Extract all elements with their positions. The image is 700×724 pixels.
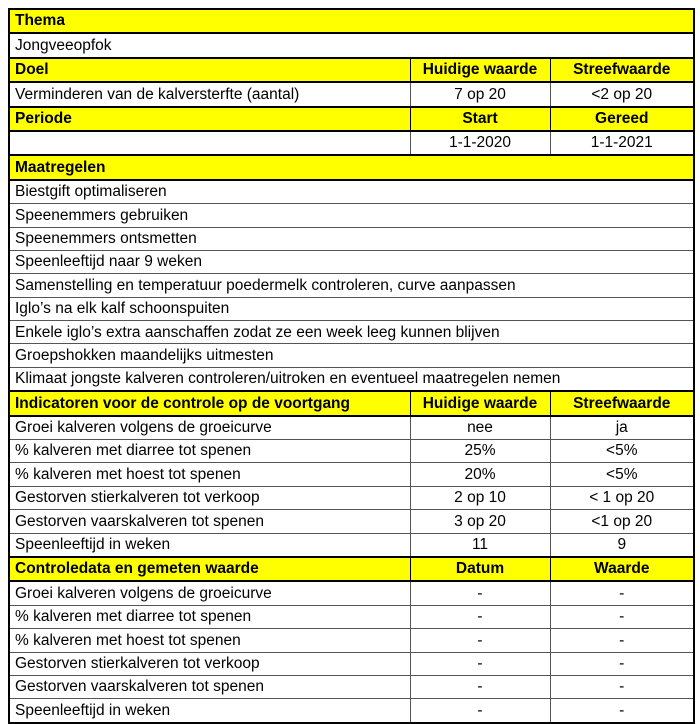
controledata-value-cell: - xyxy=(550,581,694,605)
indicatoren-header-cell: Indicatoren voor de controle op de voortgang xyxy=(9,391,410,415)
doel-col-target-header: Streefwaarde xyxy=(550,58,694,82)
maatregel-cell: Enkele iglo’s extra aanschaffen zodat ze een week leeg kunnen blijven xyxy=(9,321,694,344)
controledata-value-cell: - xyxy=(550,675,694,698)
controledata-value-cell: - xyxy=(550,605,694,628)
maatregel-cell: Klimaat jongste kalveren controleren/uitroken en eventueel maatregelen nemen xyxy=(9,367,694,391)
indicator-row xyxy=(9,463,694,486)
controledata-col-value-header: Waarde xyxy=(550,557,694,581)
controledata-label-cell: Gestorven vaarskalveren tot spenen xyxy=(9,675,410,698)
indicator-label-cell: Gestorven stierkalveren tot verkoop xyxy=(9,486,410,509)
controledata-col-date-header: Datum xyxy=(410,557,550,581)
maatregel-row xyxy=(9,180,694,204)
thema-header-cell: Thema xyxy=(9,9,694,33)
indicatoren-header-row xyxy=(9,391,694,415)
doel-value-row xyxy=(9,82,694,106)
maatregel-row xyxy=(9,321,694,344)
periode-value-row xyxy=(9,131,694,155)
controledata-row xyxy=(9,581,694,605)
thema-value-cell: Jongveeopfok xyxy=(9,33,694,57)
indicator-target-cell: < 1 op 20 xyxy=(550,486,694,509)
maatregel-row xyxy=(9,344,694,367)
controledata-header-cell: Controledata en gemeten waarde xyxy=(9,557,410,581)
controledata-row xyxy=(9,699,694,723)
maatregel-cell: Samenstelling en temperatuur poedermelk controleren, curve aanpassen xyxy=(9,274,694,297)
maatregel-row xyxy=(9,274,694,297)
controledata-label-cell: % kalveren met diarree tot spenen xyxy=(9,605,410,628)
controledata-row xyxy=(9,605,694,628)
controledata-label-cell: Gestorven stierkalveren tot verkoop xyxy=(9,652,410,675)
maatregel-row xyxy=(9,227,694,250)
controledata-date-cell: - xyxy=(410,629,550,652)
maatregel-row xyxy=(9,297,694,320)
thema-header-row xyxy=(9,9,694,33)
indicator-target-cell: <5% xyxy=(550,463,694,486)
doel-target-cell: <2 op 20 xyxy=(550,82,694,106)
controledata-date-cell: - xyxy=(410,605,550,628)
maatregel-row xyxy=(9,250,694,273)
indicator-label-cell: Speenleeftijd in weken xyxy=(9,533,410,557)
maatregel-row xyxy=(9,367,694,391)
indicator-current-cell: 25% xyxy=(410,440,550,463)
periode-col-start-header: Start xyxy=(410,107,550,131)
indicator-current-cell: 11 xyxy=(410,533,550,557)
indicator-row xyxy=(9,440,694,463)
doel-header-row xyxy=(9,58,694,82)
controledata-row xyxy=(9,652,694,675)
indicator-target-cell: <1 op 20 xyxy=(550,510,694,533)
maatregel-cell: Biestgift optimaliseren xyxy=(9,180,694,204)
indicatoren-col-current-header: Huidige waarde xyxy=(410,391,550,415)
indicator-target-cell: <5% xyxy=(550,440,694,463)
controledata-date-cell: - xyxy=(410,581,550,605)
periode-end-cell: 1-1-2021 xyxy=(550,131,694,155)
maatregel-cell: Speenleeftijd naar 9 weken xyxy=(9,250,694,273)
doel-current-cell: 7 op 20 xyxy=(410,82,550,106)
indicator-row xyxy=(9,486,694,509)
controledata-label-cell: Groei kalveren volgens de groeicurve xyxy=(9,581,410,605)
thema-value-row xyxy=(9,33,694,57)
maatregel-cell: Speenemmers gebruiken xyxy=(9,204,694,227)
doel-col-current-header: Huidige waarde xyxy=(410,58,550,82)
indicator-current-cell: 2 op 10 xyxy=(410,486,550,509)
controledata-date-cell: - xyxy=(410,675,550,698)
maatregelen-header-row xyxy=(9,155,694,179)
maatregel-cell: Iglo’s na elk kalf schoonspuiten xyxy=(9,297,694,320)
indicatoren-col-target-header: Streefwaarde xyxy=(550,391,694,415)
indicator-row xyxy=(9,416,694,440)
controledata-label-cell: % kalveren met hoest tot spenen xyxy=(9,629,410,652)
indicator-label-cell: Groei kalveren volgens de groeicurve xyxy=(9,416,410,440)
periode-header-cell: Periode xyxy=(9,107,410,131)
maatregelen-header-cell: Maatregelen xyxy=(9,155,694,179)
controledata-row xyxy=(9,675,694,698)
controledata-value-cell: - xyxy=(550,629,694,652)
indicator-current-cell: nee xyxy=(410,416,550,440)
indicator-target-cell: 9 xyxy=(550,533,694,557)
periode-header-row xyxy=(9,107,694,131)
periode-start-cell: 1-1-2020 xyxy=(410,131,550,155)
maatregel-cell: Speenemmers ontsmetten xyxy=(9,227,694,250)
maatregel-cell: Groepshokken maandelijks uitmesten xyxy=(9,344,694,367)
controledata-value-cell: - xyxy=(550,652,694,675)
periode-empty-cell xyxy=(9,131,410,155)
indicator-row xyxy=(9,533,694,557)
controledata-date-cell: - xyxy=(410,652,550,675)
controledata-date-cell: - xyxy=(410,699,550,723)
doel-label-cell: Verminderen van de kalversterfte (aantal) xyxy=(9,82,410,106)
controledata-header-row xyxy=(9,557,694,581)
doel-header-cell: Doel xyxy=(9,58,410,82)
maatregel-row xyxy=(9,204,694,227)
controledata-value-cell: - xyxy=(550,699,694,723)
indicator-label-cell: Gestorven vaarskalveren tot spenen xyxy=(9,510,410,533)
periode-col-end-header: Gereed xyxy=(550,107,694,131)
indicator-row xyxy=(9,510,694,533)
controledata-label-cell: Speenleeftijd in weken xyxy=(9,699,410,723)
indicator-current-cell: 20% xyxy=(410,463,550,486)
indicator-target-cell: ja xyxy=(550,416,694,440)
goal-plan-table xyxy=(8,8,695,724)
indicator-label-cell: % kalveren met diarree tot spenen xyxy=(9,440,410,463)
controledata-row xyxy=(9,629,694,652)
indicator-current-cell: 3 op 20 xyxy=(410,510,550,533)
indicator-label-cell: % kalveren met hoest tot spenen xyxy=(9,463,410,486)
